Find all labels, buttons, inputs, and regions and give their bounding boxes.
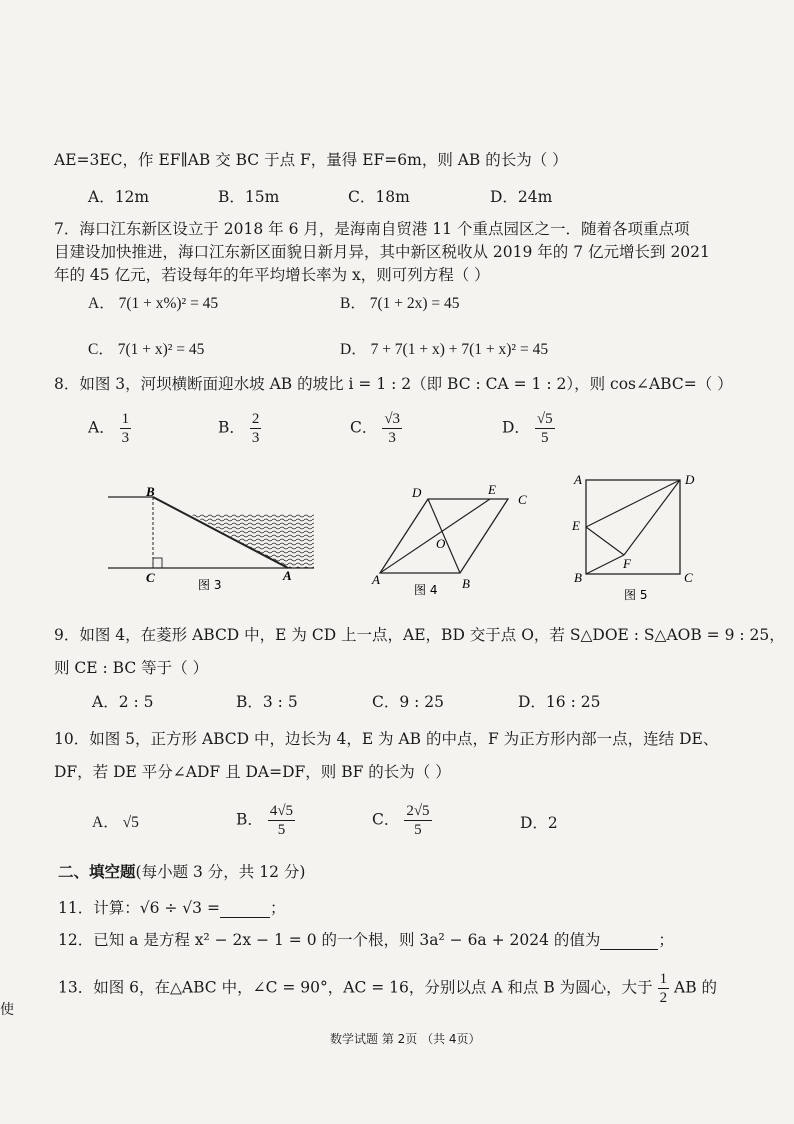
q8-option-c-num: √3 [384,411,401,427]
fig4-label-a: A [372,572,380,587]
fig5-caption: 图 5 [624,588,648,602]
q10-option-c-num: 2√5 [406,803,430,819]
q8-option-d-den: 5 [540,430,549,446]
q9-line2: 则 CE : BC 等于（ ） [54,659,209,677]
q10-option-b-num: 4√5 [269,803,294,819]
fig5-label-a: A [574,472,582,487]
segment-bf [586,555,624,574]
q9-line1: 9．如图 4，在菱形 ABCD 中，E 为 CD 上一点，AE，BD 交于点 O，若 S△DOE : S△AOB = 9 : 25， [54,626,785,644]
q10-option-b-den: 5 [277,822,286,838]
margin-mark: 使 [0,1002,14,1018]
segment-de [586,480,680,527]
q13-text: 13．如图 6，在△ABC 中，∠C = 90°，AC = 16，分别以点 A 和点 B 为圆心，大于 [58,978,653,997]
fig5-label-e: E [572,518,580,533]
q8-option-d-num: √5 [536,411,553,427]
figure-5 [571,472,695,602]
q12-suffix: ； [658,931,674,949]
q7-option-d: D． 7 + 7(1 + x) + 7(1 + x)² = 45 [340,341,549,358]
q7-line1: 7．海口江东新区设立于 2018 年 6 月，是海南自贸港 11 个重点园区之一．随着各项重点项 [54,220,690,238]
q8-option-d-letter: D． [502,418,530,437]
q8-option-b-num: 2 [251,411,260,427]
q11-suffix: ； [269,899,286,917]
fig3-label-a: A [283,568,292,583]
q8-option-c-den: 3 [388,430,396,446]
q9-option-b: B．3 : 5 [236,693,298,711]
q8-option-a-letter: A． [88,418,115,437]
q10-option-a: A． √5 [92,814,139,831]
fig5-label-d: D [685,472,695,487]
fig3-caption: 图 3 [198,578,222,592]
q9-option-c: C．9 : 25 [372,693,445,711]
q13 [58,970,717,1007]
q8-option-a-den: 3 [121,430,130,446]
fig3-label-c: C [146,570,155,585]
segment-df [624,480,680,555]
figure-4 [371,482,527,597]
fig4-label-c: C [518,492,527,507]
q13-frac-num: 1 [659,971,668,987]
q8-text: 8．如图 3，河坝横断面迎水坡 AB 的坡比 i = 1 : 2（即 BC : CA = 1 : 2），则 cos∠ABC=（ ） [54,375,733,393]
q13-frac-den: 2 [659,990,668,1006]
q7-option-b: B． 7(1 + 2x) = 45 [340,295,460,312]
q10-option-c-letter: C． [372,810,400,829]
q8-option-a [88,410,131,447]
fig4-label-b: B [462,576,470,591]
q7-line3: 年的 45 亿元，若设每年的年平均增长率为 x，则可列方程（ ） [54,266,490,284]
q10-line2: DF，若 DE 平分∠ADF 且 DA=DF，则 BF 的长为（ ） [54,763,451,781]
q12-answer-blank[interactable] [600,933,658,950]
q8-option-a-num: 1 [121,411,130,427]
section-2-heading [58,862,305,882]
q12 [58,930,674,950]
q10-option-c-fraction [404,802,431,839]
q11 [58,898,285,918]
q6-text: AE=3EC，作 EF∥AB 交 BC 于点 F，量得 EF=6m，则 AB 的长为（ ） [54,151,568,169]
q8-option-d-fraction [535,410,555,447]
q13-fraction [658,970,670,1007]
q10-option-d: D．2 [520,814,558,832]
q8-option-c-fraction [382,410,402,447]
fig4-label-o: O [436,536,446,551]
q10-option-c [372,802,432,839]
segment-ae [380,499,490,573]
fig5-label-f: F [623,556,631,571]
q8-option-a-fraction [120,410,132,447]
q10-option-b [236,802,295,839]
q6-option-c: C．18m [348,188,410,206]
fig4-caption: 图 4 [414,583,438,597]
q7-option-a: A． 7(1 + x%)² = 45 [88,295,219,312]
q6-option-b: B．15m [218,188,280,206]
segment-ef [586,527,624,555]
fig3-label-b: B [146,484,155,499]
q8-option-b [218,410,261,447]
q8-option-d [502,410,555,447]
q8-option-b-letter: B． [218,418,245,437]
q11-prompt: 11．计算：√6 ÷ √3 = [58,899,220,917]
q6-option-a: A．12m [88,188,150,206]
fig5-label-b: B [574,570,582,585]
page-footer: 数学试题 第 2页 （共 4页） [330,1032,481,1046]
q10-option-b-fraction [268,802,295,839]
q6-option-d: D．24m [490,188,553,206]
q13-suffix: AB 的 [674,978,718,997]
q7-option-c: C． 7(1 + x)² = 45 [88,341,205,358]
figure-3 [108,484,314,592]
fig5-label-c: C [684,570,693,585]
q8-option-c [350,410,402,447]
q11-answer-blank[interactable] [220,901,270,918]
section-2-title: 二、填空题 [58,862,136,881]
section-2-note: (每小题 3 分，共 12 分) [135,863,306,881]
figures-row [0,470,794,610]
q9-option-a: A．2 : 5 [92,693,154,711]
q12-prompt: 12．已知 a 是方程 x² − 2x − 1 = 0 的一个根，则 3a² − 6a + 2024 的值为 [58,931,601,949]
fig4-label-d: D [412,485,422,500]
q8-option-b-den: 3 [251,430,260,446]
q8-option-b-fraction [250,410,262,447]
q7-line2: 目建设加快推进，海口江东新区面貌日新月异，其中新区税收从 2019 年的 7 亿元增长到 2021 [54,243,710,261]
q8-option-c-letter: C． [350,418,378,437]
fig4-label-e: E [488,482,496,497]
right-angle-mark [153,558,162,568]
q10-line1: 10．如图 5，正方形 ABCD 中，边长为 4，E 为 AB 的中点，F 为正方形内部一点，连结 DE、 [54,730,719,748]
q10-option-b-letter: B． [236,810,263,829]
square-abcd [586,480,680,574]
q9-option-d: D．16 : 25 [518,693,601,711]
q10-option-c-den: 5 [414,822,422,838]
water-hatch [190,514,314,568]
